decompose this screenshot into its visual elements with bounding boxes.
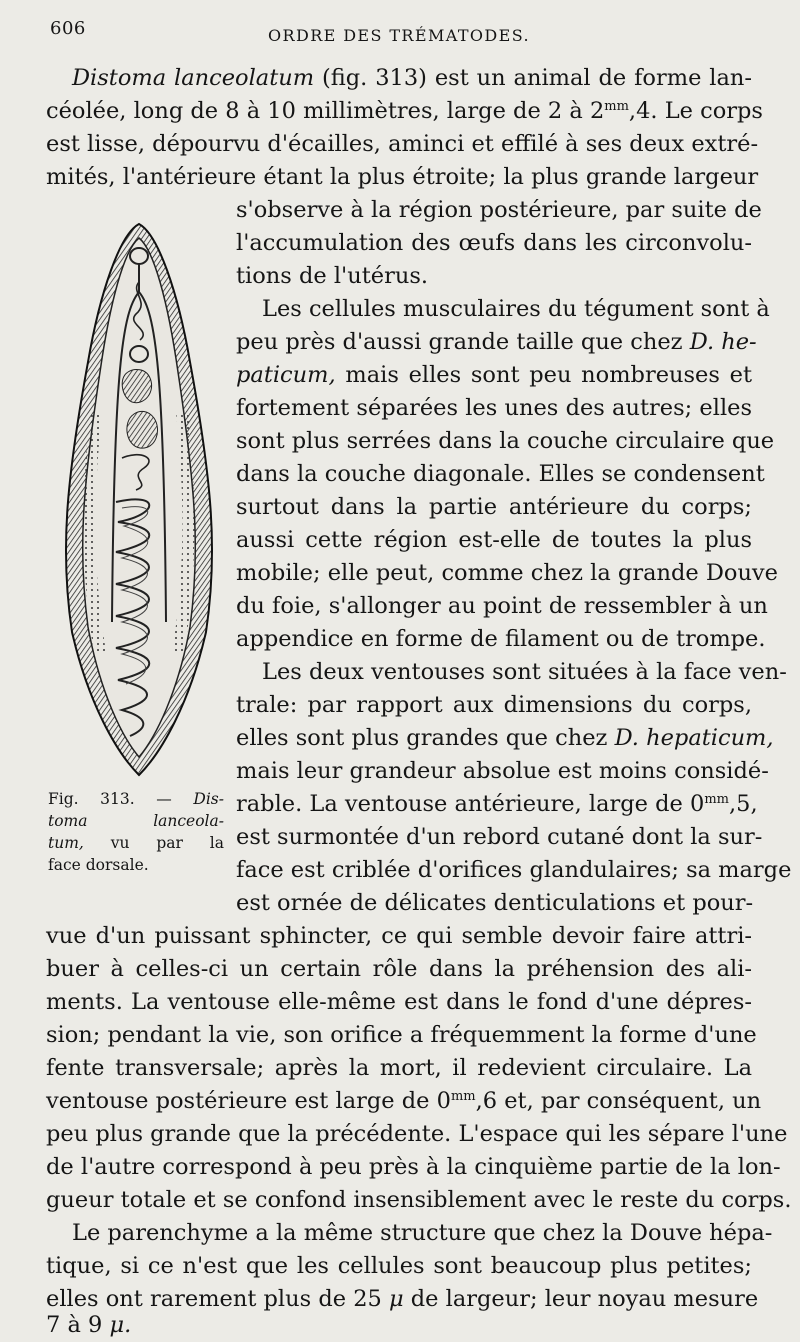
text-line-7: tions de l'utérus. — [236, 263, 429, 289]
text-line-34: de l'autre correspond à peu près à la cinquième partie de la lon- — [46, 1154, 781, 1180]
text-line-27: vue d'un puissant sphincter, ce qui semble devoir faire attri- — [46, 923, 752, 949]
text-line-15: aussi cette région est-elle de toutes la plus — [236, 527, 752, 553]
text-line-30: sion; pendant la vie, son orifice a fréquemment la forme d'une — [46, 1022, 757, 1048]
text-line-17: du foie, s'allonger au point de ressembler à un — [236, 593, 768, 619]
text-line-9: peu près d'aussi grande taille que chez D. he- — [236, 329, 757, 355]
text-line-18: appendice en forme de filament ou de trompe. — [236, 626, 766, 652]
text-line-13: dans la couche diagonale. Elles se condensent — [236, 461, 765, 487]
text-line-10: paticum, mais elles sont peu nombreuses et — [236, 362, 753, 388]
text-line-37: tique, si ce n'est que les cellules sont beaucoup plus petites; — [46, 1253, 752, 1279]
running-title: ORDRE DES TRÉMATODES. — [268, 26, 530, 45]
text-line-36: Le parenchyme a la même structure que chez la Douve hépa- — [72, 1220, 773, 1246]
text-line-39: 7 à 9 μ. — [46, 1312, 132, 1338]
text-line-19: Les deux ventouses sont situées à la face ven- — [262, 659, 787, 685]
text-line-1: Distoma lanceolatum (fig. 313) est un animal de forme lan- — [72, 65, 752, 91]
text-line-23: rable. La ventouse antérieure, large de $0^{mm},5$, — [236, 791, 758, 817]
text-line-8: Les cellules musculaires du tégument sont à — [262, 296, 770, 322]
text-line-38: elles ont rarement plus de 25 μ de largeur; leur noyau mesure — [46, 1286, 759, 1312]
text-line-4: mités, l'antérieure étant la plus étroite; la plus grande largeur — [46, 164, 759, 190]
caption-line-1: Fig. 313. — Dis- — [48, 790, 224, 808]
text-line-25: face est criblée d'orifices glandulaires; sa marge — [236, 857, 792, 883]
text-line-32: ventouse postérieure est large de $0^{mm},6$ et, par conséquent, un — [46, 1088, 762, 1114]
text-line-31: fente transversale; après la mort, il redevient circulaire. La — [46, 1055, 752, 1081]
text-line-35: gueur totale et se confond insensiblement avec le reste du corps. — [46, 1187, 792, 1213]
text-line-12: sont plus serrées dans la couche circulaire que — [236, 428, 775, 454]
text-line-33: peu plus grande que la précédente. L'espace qui les sépare l'une — [46, 1121, 788, 1147]
text-line-3: est lisse, dépourvu d'écailles, aminci et effilé à ses deux extré- — [46, 131, 759, 157]
text-line-28: buer à celles-ci un certain rôle dans la préhension des ali- — [46, 956, 752, 982]
text-line-16: mobile; elle peut, comme chez la grande Douve — [236, 560, 778, 586]
text-line-6: l'accumulation des œufs dans les circonvolu- — [236, 230, 752, 256]
text-line-22: mais leur grandeur absolue est moins considé- — [236, 758, 769, 784]
text-line-29: ments. La ventouse elle-même est dans le fond d'une dépres- — [46, 989, 752, 1015]
text-line-24: est surmontée d'un rebord cutané dont la sur- — [236, 824, 763, 850]
caption-line-2: toma lanceola- — [48, 812, 224, 830]
distoma-engraving — [60, 222, 218, 777]
text-line-2: céolée, long de 8 à 10 millimètres, large de 2 à $2^{mm},4$. Le corps — [46, 98, 763, 124]
text-line-14: surtout dans la partie antérieure du corps; — [236, 494, 752, 520]
text-line-20: trale: par rapport aux dimensions du corps, — [236, 692, 752, 718]
text-line-21: elles sont plus grandes que chez D. hepaticum, — [236, 725, 774, 751]
caption-line-4: face dorsale. — [48, 856, 149, 874]
figure-caption — [48, 788, 224, 876]
text-line-5: s'observe à la région postérieure, par suite de — [236, 197, 762, 223]
caption-line-3: tum, vu par la — [48, 834, 224, 852]
text-line-11: fortement séparées les unes des autres; elles — [236, 395, 752, 421]
text-line-26: est ornée de délicates denticulations et pour- — [236, 890, 754, 916]
page-number: 606 — [50, 18, 86, 39]
